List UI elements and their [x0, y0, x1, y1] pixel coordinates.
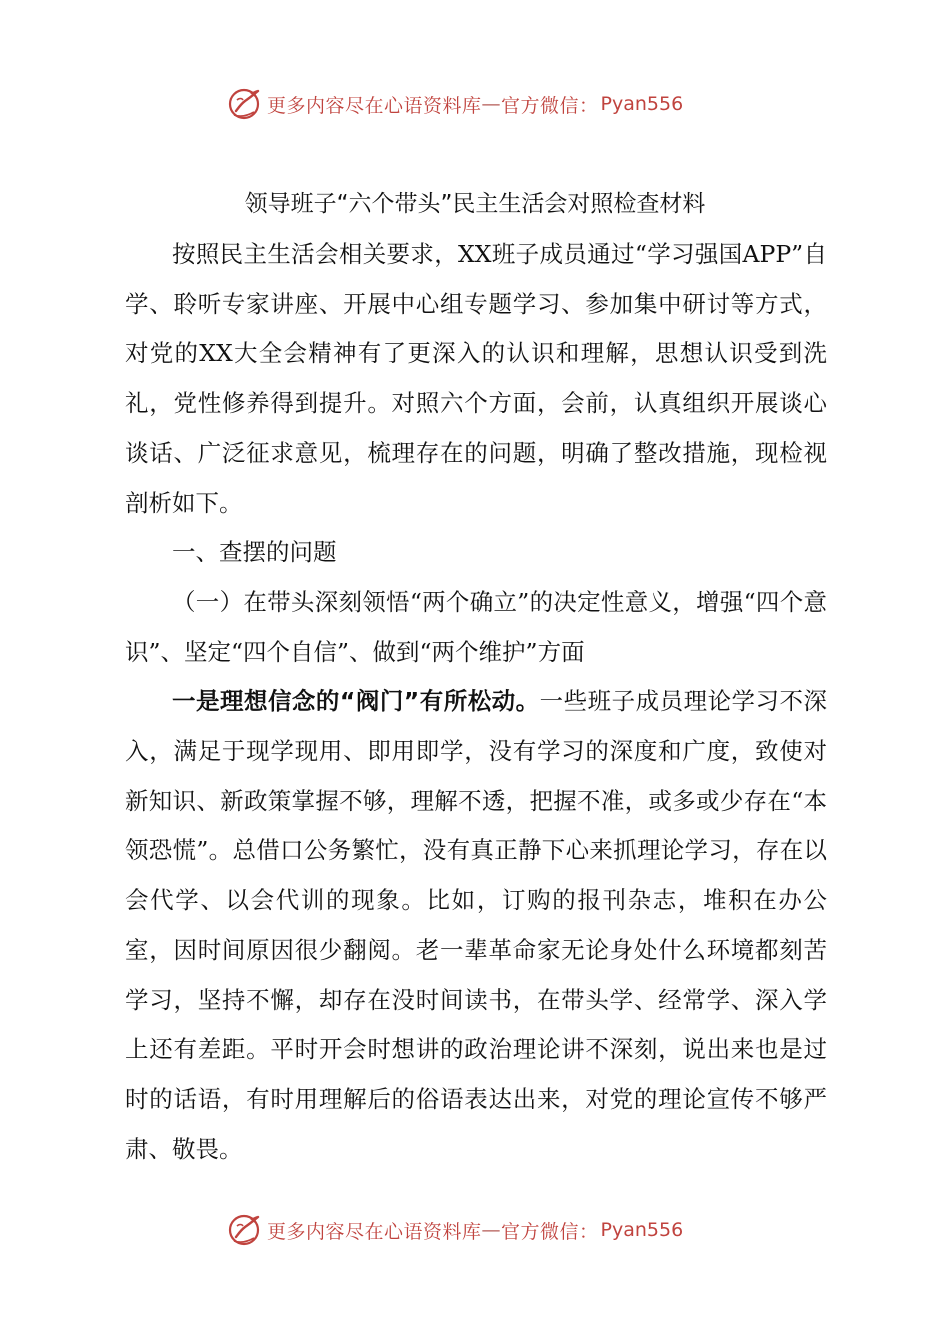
- watermark-text: 更多内容尽在心语资料库: [267, 1220, 482, 1243]
- subsection-heading: （一）在带头深刻领悟“两个确立”的决定性意义，增强“四个意识”、坚定“四个自信”、做到“两个维护”方面: [125, 587, 827, 666]
- pen-logo-icon: [227, 1212, 263, 1248]
- watermark-contact: 官方微信：: [501, 1220, 599, 1243]
- watermark-separator: —: [481, 93, 502, 115]
- watermark-separator: —: [481, 1219, 502, 1241]
- point-paragraph: [125, 677, 827, 1174]
- watermark-id: Pyan556: [600, 1219, 684, 1241]
- watermark-footer: [227, 1210, 683, 1250]
- point-body: 一些班子成员理论学习不深入，满足于现学现用、即用即学，没有学习的深度和广度，致使对新知识、新政策掌握不够，理解不透，把握不准，或多或少存在“本领恐慌”。总借口公务繁忙，没有真正静下心来抓理论学习，存在以会代学、以会代训的现象。比如，订购的报刊杂志，堆积在办公室，因时间原因很少翻阅。老一辈革命家无论身处什么环境都刻苦学习，坚持不懈，却存在没时间读书，在带头学、经常学、深入学上还有差距。平时开会时想讲的政治理论讲不深刻，说出来也是过时的话语，有时用理解后的俗语表达出来，对党的理论宣传不够严肃、敬畏。: [125, 687, 828, 1163]
- watermark-id: Pyan556: [600, 93, 684, 115]
- watermark-header: [227, 84, 683, 124]
- intro-paragraph: 按照民主生活会相关要求，XX班子成员通过“学习强国APP”自学、聆听专家讲座、开展中心组专题学习、参加集中研讨等方式，对党的XX大全会精神有了更深入的认识和理解，思想认识受到洗礼，党性修养得到提升。对照六个方面，会前，认真组织开展谈心谈话、广泛征求意见，梳理存在的问题，明确了整改措施，现检视剖析如下。: [125, 240, 827, 517]
- document-body: [125, 230, 827, 1174]
- section-heading: 一、查摆的问题: [172, 538, 337, 567]
- document-title: 领导班子“六个带头”民主生活会对照检查材料: [244, 191, 706, 217]
- watermark-contact: 官方微信：: [501, 94, 599, 117]
- pen-logo-icon: [227, 86, 263, 122]
- point-lead: 一是理想信念的“阀门”有所松动。: [172, 687, 540, 716]
- watermark-text: 更多内容尽在心语资料库: [267, 94, 482, 117]
